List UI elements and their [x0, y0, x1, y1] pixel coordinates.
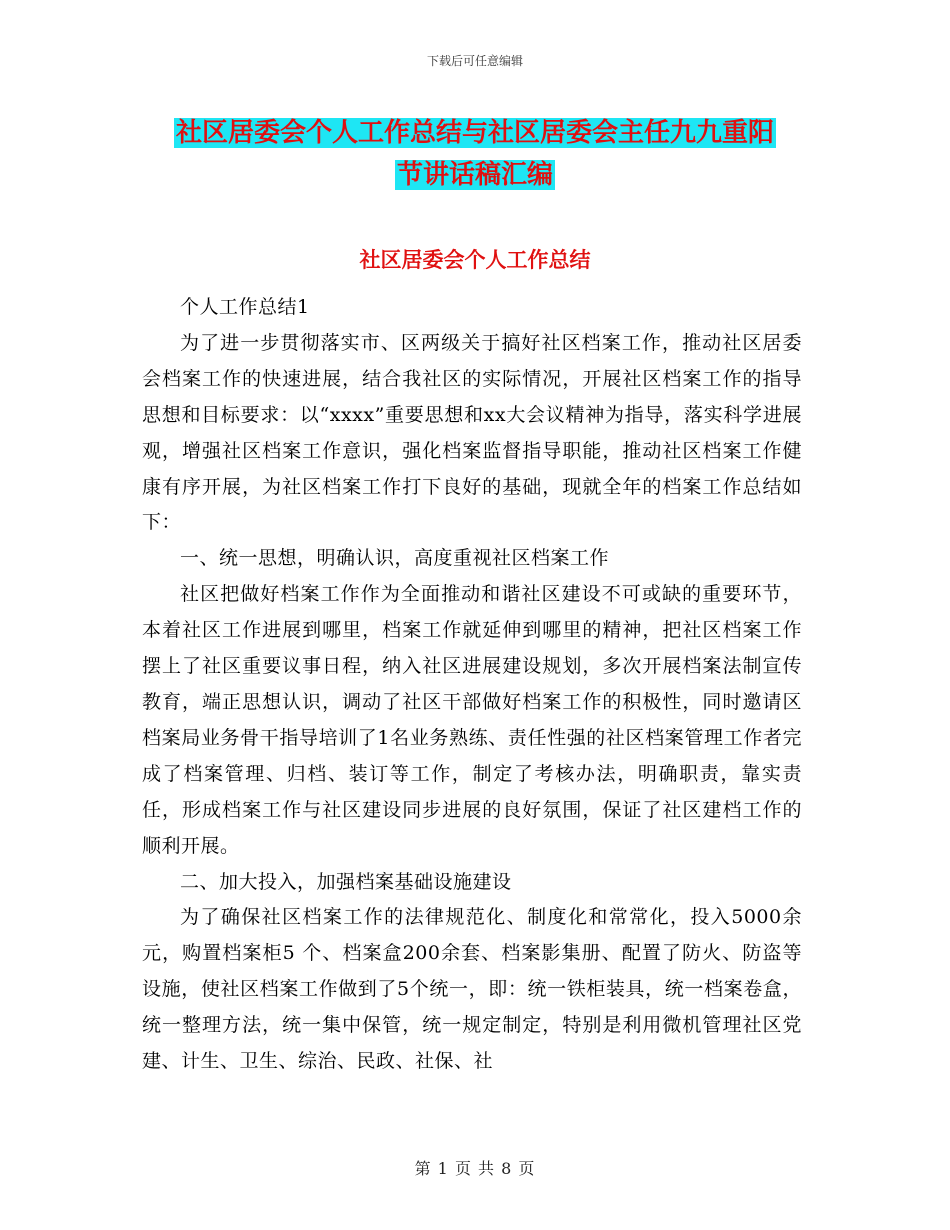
- document-title-line-1: [140, 112, 810, 154]
- paragraph-intro: 为了进一步贯彻落实市、区两级关于搞好社区档案工作，推动社区居委会档案工作的快速进展，结合我社区的实际情况，开展社区档案工作的指导思想和目标要求：以“xxxx”重要思想和xx大会议精神为指导，落实科学进展观，增强社区档案工作意识，强化档案监督指导职能，推动社区档案工作健康有序开展，为社区档案工作打下良好的基础，现就全年的档案工作总结如下：: [142, 331, 802, 534]
- document-title-line-2: [140, 154, 810, 196]
- paragraph-point-1: 社区把做好档案工作作为全面推动和谐社区建设不可或缺的重要环节，本着社区工作进展到哪里，档案工作就延伸到哪里的精神，把社区档案工作摆上了社区重要议事日程，纳入社区进展建设规划，多次开展档案法制宣传教育，端正思想认识，调动了社区干部做好档案工作的积极性，同时邀请区档案局业务骨干指导培训了1名业务熟练、责任性强的社区档案管理工作者完成了档案管理、归档、装订等工作，制定了考核办法，明确职责，靠实责任，形成档案工作与社区建设同步进展的良好氛围，保证了社区建档工作的顺利开展。: [142, 583, 802, 857]
- section-title: 社区居委会个人工作总结: [359, 247, 591, 272]
- heading-point-2: 二、加大投入，加强档案基础设施建设: [180, 870, 512, 893]
- paragraph-point-2: 为了确保社区档案工作的法律规范化、制度化和常常化，投入5000余元，购置档案柜5 个、档案盒200余套、档案影集册、配置了防火、防盗等设施，使社区档案工作做到了5个统一，即：统一铁柜装具，统一档案卷盒，统一整理方法，统一集中保管，统一规定制定，特别是利用微机管理社区党建、计生、卫生、综治、民政、社保、社: [142, 906, 802, 1073]
- document-title-line-1-text: 社区居委会个人工作总结与社区居委会主任九九重阳: [175, 118, 774, 148]
- document-body: [142, 290, 802, 1080]
- heading-point-1: 一、统一思想，明确认识，高度重视社区档案工作: [180, 547, 610, 570]
- document-title-line-2-text: 节讲话稿汇编: [396, 160, 553, 190]
- subheading-summary-1: 个人工作总结1: [180, 296, 310, 318]
- page-header-note: 下载后可任意编辑: [426, 54, 523, 68]
- page-number: 第 1 页 共 8 页: [414, 1159, 536, 1178]
